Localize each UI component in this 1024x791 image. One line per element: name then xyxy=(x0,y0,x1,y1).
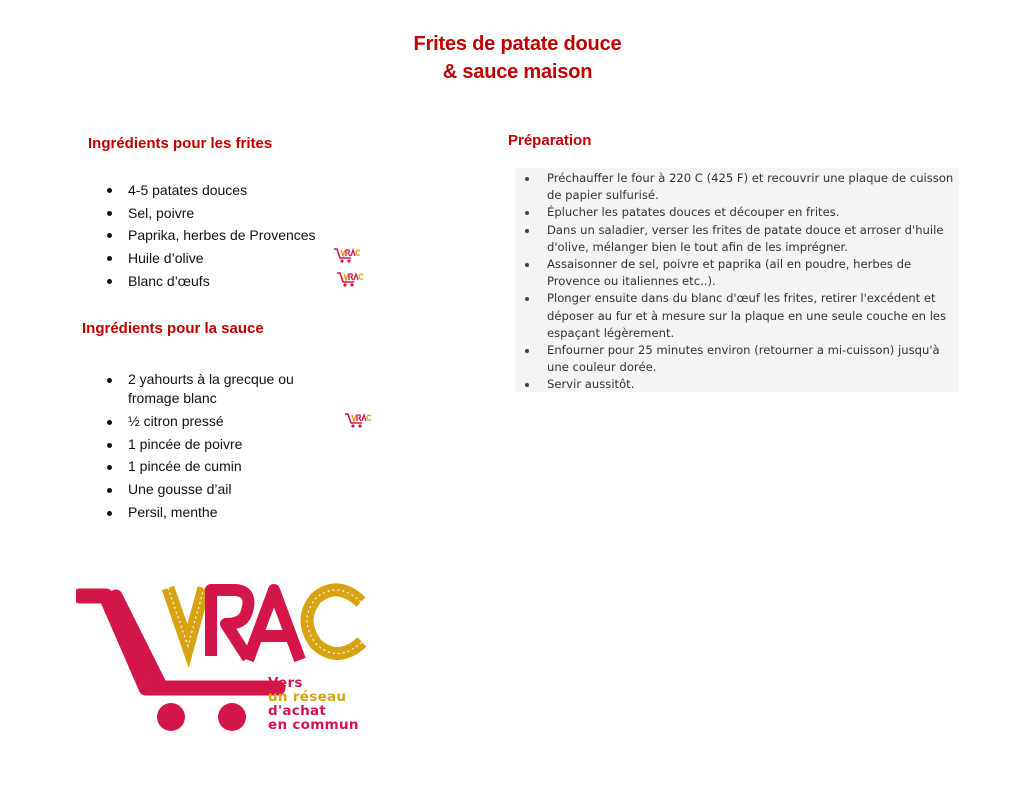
tagline-line: d'achat xyxy=(268,703,327,719)
list-item: ½ citron pressé xyxy=(104,412,314,431)
list-item: Une gousse d’ail xyxy=(104,480,314,499)
recipe-title-line2: & sauce maison xyxy=(442,61,593,83)
logo-tagline xyxy=(268,676,359,732)
list-item: Paprika, herbes de Provences xyxy=(104,225,354,248)
list-item: 4-5 patates douces xyxy=(104,180,354,203)
list-item: Servir aussitôt. xyxy=(522,376,962,393)
vrac-cart-icon xyxy=(336,271,364,288)
list-item: Persil, menthe xyxy=(104,503,314,522)
tagline-line: Vers xyxy=(268,675,303,691)
list-item: Plonger ensuite dans du blanc d'œuf les frites, retirer l'excédent et déposer au fur et à mesure sur la plaque en une seule couche en les espaçant légèrement. xyxy=(522,290,962,342)
sauce-ingredients-list xyxy=(104,370,314,526)
recipe-title xyxy=(0,30,1024,86)
preparation-steps-list xyxy=(522,170,962,394)
list-item: Préchauffer le four à 220 C (425 F) et recouvrir une plaque de cuisson de papier sulfurisé. xyxy=(522,170,962,204)
frites-ingredients-heading: Ingrédients pour les frites xyxy=(88,135,273,152)
list-item: Sel, poivre xyxy=(104,203,354,226)
tagline-line: en commun xyxy=(268,717,359,733)
list-item: Assaisonner de sel, poivre et paprika (ail en poudre, herbes de Provence ou italiennes etc..). xyxy=(522,256,962,290)
vrac-cart-icon xyxy=(344,412,372,429)
vrac-cart-icon xyxy=(333,247,361,264)
list-item: Dans un saladier, verser les frites de patate douce et arroser d'huile d'olive, mélanger bien le tout afin de les imprégner. xyxy=(522,222,962,256)
list-item: 1 pincée de cumin xyxy=(104,457,314,476)
tagline-line: un réseau xyxy=(268,689,347,705)
list-item: Enfourner pour 25 minutes environ (retourner a mi-cuisson) jusqu'à une couleur dorée. xyxy=(522,342,962,376)
recipe-title-line1: Frites de patate douce xyxy=(413,33,622,55)
list-item: 1 pincée de poivre xyxy=(104,435,314,454)
list-item: Éplucher les patates douces et découper en frites. xyxy=(522,204,962,221)
preparation-heading: Préparation xyxy=(508,132,592,149)
list-item: Huile d’olive xyxy=(104,248,354,271)
list-item: Blanc d’œufs xyxy=(104,271,354,294)
list-item: 2 yahourts à la grecque ou fromage blanc xyxy=(104,370,314,408)
sauce-ingredients-heading: Ingrédients pour la sauce xyxy=(82,320,264,337)
frites-ingredients-list xyxy=(104,180,354,293)
